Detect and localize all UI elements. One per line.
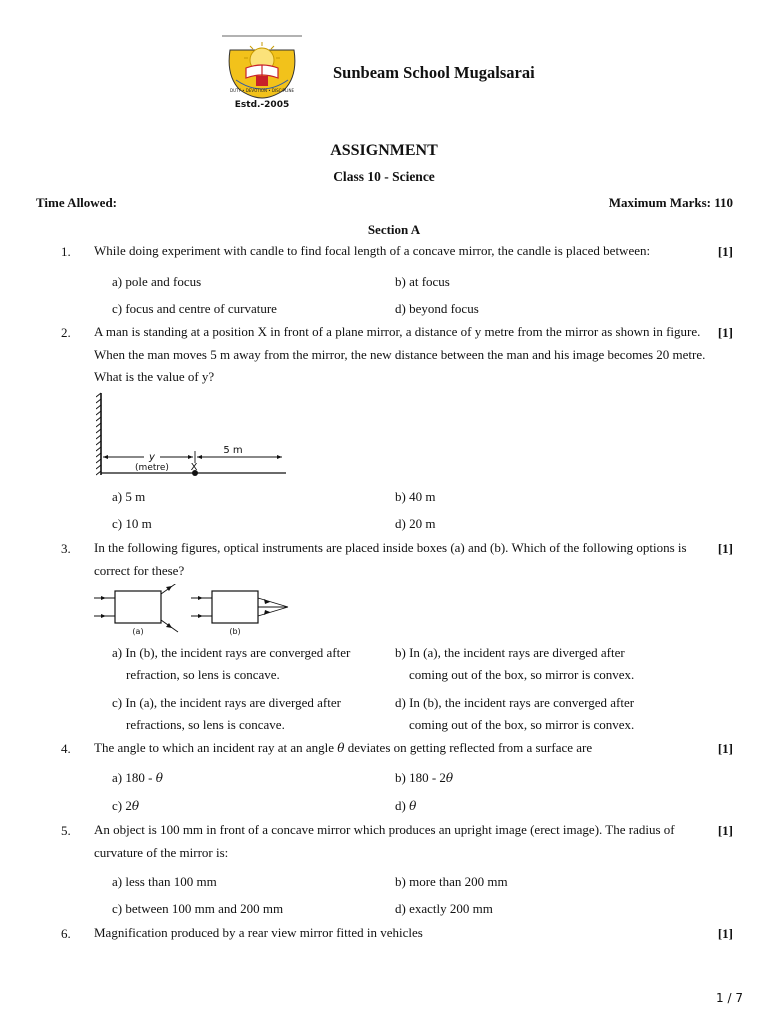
option-c: c) 10 m <box>112 516 152 531</box>
page-subtitle: Class 10 - Science <box>333 169 435 184</box>
theta-symbol: θ <box>337 741 345 755</box>
option-a: a) less than 100 mm <box>112 874 217 889</box>
time-allowed: Time Allowed: <box>36 195 118 210</box>
option-d: d) beyond focus <box>395 301 479 316</box>
option-a <box>112 642 350 686</box>
option-a: a) pole and focus <box>112 274 202 289</box>
option-d: d) 20 m <box>395 516 436 531</box>
option-a <box>112 770 163 786</box>
figure-label-b: (b) <box>229 627 241 636</box>
figure-label-5m: 5 m <box>223 445 243 456</box>
question-text-part: The angle to which an incident ray at an angle <box>94 740 335 755</box>
option-line: coming out of the box, so mirror is convex. <box>409 717 635 732</box>
question-marks: [1] <box>717 244 733 259</box>
section-heading: Section A <box>367 222 421 237</box>
question-marks: [1] <box>717 325 733 340</box>
question-text: While doing experiment with candle to find focal length of a concave mirror, the candle is placed between: <box>94 243 651 258</box>
option-line: c) In (a), the incident rays are diverged after <box>112 695 341 710</box>
option-line: refraction, so lens is concave. <box>126 667 280 682</box>
option-d <box>395 798 416 814</box>
option-c <box>112 692 341 736</box>
question-number: 3. <box>61 541 71 556</box>
question-number: 1. <box>61 244 71 259</box>
option-c: c) focus and centre of curvature <box>112 301 277 316</box>
option-prefix: c) 2 <box>112 798 132 813</box>
question-marks: [1] <box>717 926 733 941</box>
option-line: refractions, so lens is concave. <box>126 717 285 732</box>
theta-symbol: θ <box>445 771 454 785</box>
figure-label-metre: (metre) <box>135 463 169 473</box>
option-line: coming out of the box, so mirror is convex. <box>409 667 635 682</box>
question-text: A man is standing at a position X in front of a plane mirror, a distance of y metre from the mirror as shown in figure. When the man moves 5 m away from the mirror, the new distance between the man and his image becomes 20 metre. What is the value of y? <box>94 324 706 384</box>
option-d: d) exactly 200 mm <box>395 901 493 916</box>
option-d <box>395 692 634 736</box>
page-number: 1 / 7 <box>716 991 743 1005</box>
option-b: b) 40 m <box>395 489 436 504</box>
page-title: ASSIGNMENT <box>330 142 438 159</box>
school-name: Sunbeam School Mugalsarai <box>333 63 535 82</box>
figure-label-a: (a) <box>132 627 144 636</box>
question-marks: [1] <box>717 823 733 838</box>
figure-label-y: y <box>149 452 155 463</box>
option-b <box>395 642 634 686</box>
option-b: b) at focus <box>395 274 450 289</box>
optical-boxes-figure <box>92 584 292 638</box>
plane-mirror-figure <box>96 391 290 479</box>
option-c: c) between 100 mm and 200 mm <box>112 901 284 916</box>
question-text: In the following figures, optical instruments are placed inside boxes (a) and (b). Which of the following options is correct for these? <box>94 540 687 578</box>
question-marks: [1] <box>717 741 733 756</box>
question-number: 2. <box>61 325 71 340</box>
school-logo <box>216 34 308 112</box>
figure-label-x: X <box>190 462 198 473</box>
option-b <box>395 770 453 786</box>
theta-symbol: θ <box>409 799 417 813</box>
maximum-marks: Maximum Marks: 110 <box>608 195 733 210</box>
theta-symbol: θ <box>155 771 163 785</box>
question-marks: [1] <box>717 541 733 556</box>
question-text: Magnification produced by a rear view mirror fitted in vehicles <box>94 925 423 940</box>
question-number: 4. <box>61 741 71 756</box>
question-number: 5. <box>61 823 71 838</box>
option-line: a) In (b), the incident rays are converged after <box>112 645 351 660</box>
question-text <box>94 737 706 760</box>
option-b: b) more than 200 mm <box>395 874 508 889</box>
option-line: b) In (a), the incident rays are diverged after <box>395 645 625 660</box>
option-a: a) 5 m <box>112 489 146 504</box>
question-text-part: deviates on getting reflected from a surface are <box>347 740 593 755</box>
option-c <box>112 798 139 814</box>
logo-estd-text: Estd.-2005 <box>234 100 290 110</box>
logo-ring-text: DUTY • DEVOTION • DISCIPLINE <box>230 88 294 93</box>
option-prefix: b) 180 - 2 <box>395 770 446 785</box>
option-line: d) In (b), the incident rays are converged after <box>395 695 635 710</box>
question-text: An object is 100 mm in front of a concave mirror which produces an upright image (erect image). The radius of curvature of the mirror is: <box>94 822 675 860</box>
question-number: 6. <box>61 926 71 941</box>
theta-symbol: θ <box>131 799 140 813</box>
option-prefix: a) 180 - <box>112 770 156 785</box>
option-prefix: d) <box>395 798 410 813</box>
